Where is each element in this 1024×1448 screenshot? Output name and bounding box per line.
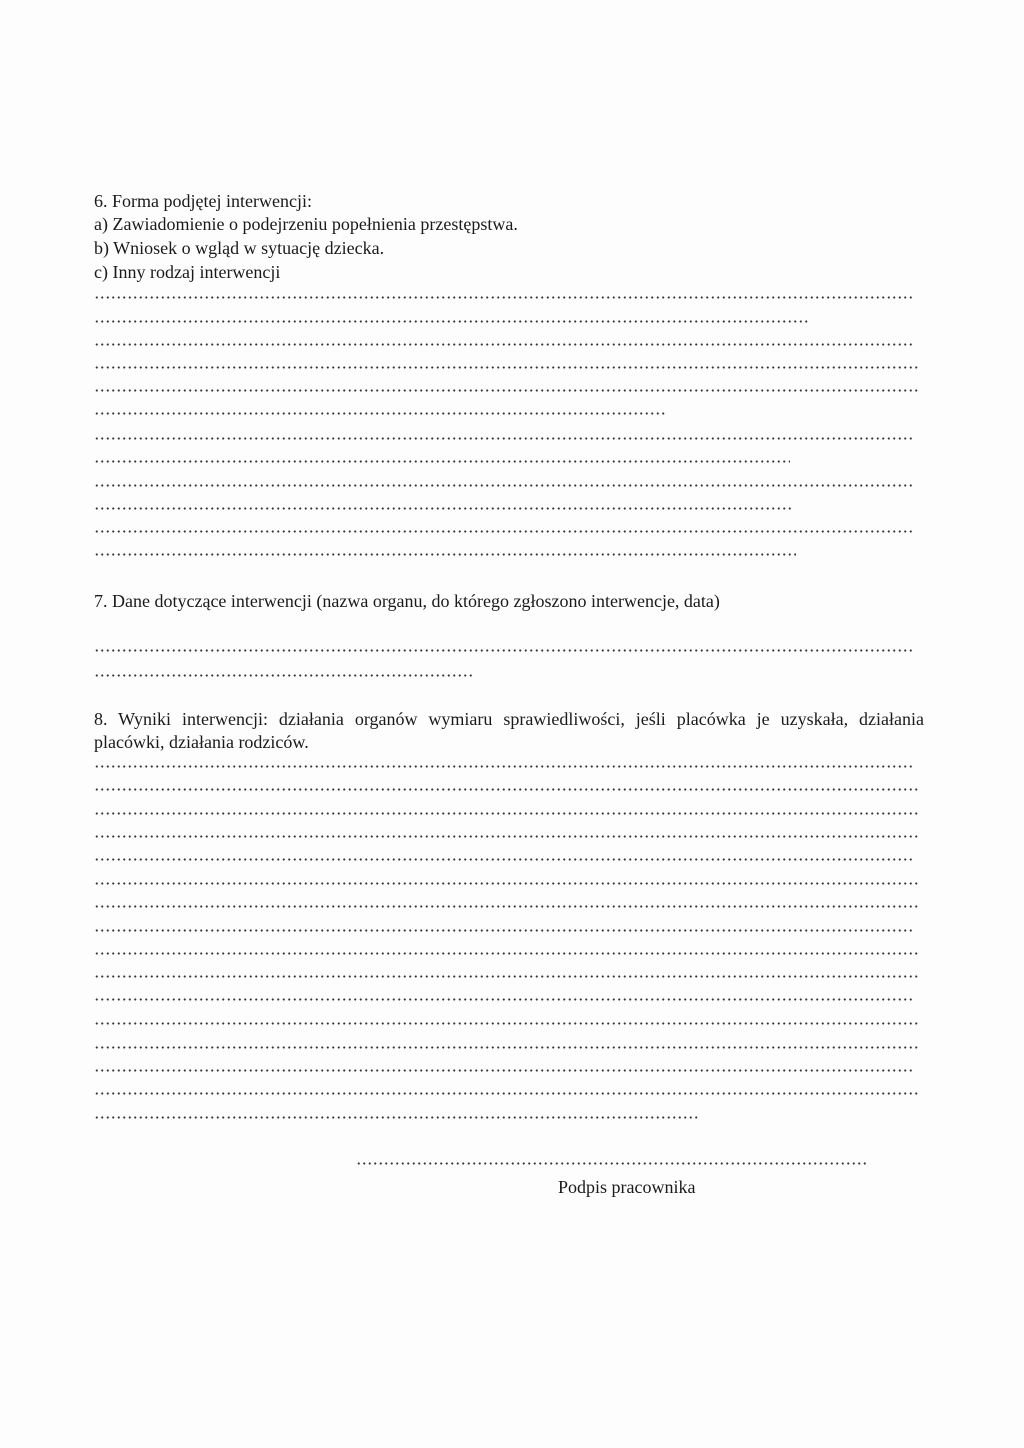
section-7-title: 7. Dane dotyczące interwencji (nazwa organu, do którego zgłoszono interwencje, data) bbox=[94, 591, 720, 611]
fill-line[interactable] bbox=[94, 389, 920, 392]
signature-line[interactable] bbox=[356, 1162, 866, 1165]
fill-line[interactable] bbox=[94, 460, 790, 463]
fill-line[interactable] bbox=[94, 929, 914, 932]
fill-line[interactable] bbox=[94, 1069, 912, 1072]
fill-line[interactable] bbox=[94, 366, 920, 369]
fill-line[interactable] bbox=[94, 1092, 920, 1095]
fill-line[interactable] bbox=[94, 530, 912, 533]
fill-line[interactable] bbox=[94, 484, 912, 487]
fill-line[interactable] bbox=[94, 412, 666, 415]
fill-line[interactable] bbox=[94, 437, 912, 440]
fill-line[interactable] bbox=[94, 1022, 920, 1025]
fill-line[interactable] bbox=[94, 788, 920, 791]
fill-line[interactable] bbox=[94, 812, 920, 815]
section-6-option-b: b) Wniosek o wgląd w sytuację dziecka. bbox=[94, 238, 385, 258]
section-6-option-a: a) Zawiadomienie o podejrzeniu popełnienia przestępstwa. bbox=[94, 214, 518, 234]
fill-line[interactable] bbox=[94, 320, 808, 323]
fill-line[interactable] bbox=[94, 905, 920, 908]
fill-line[interactable] bbox=[94, 998, 912, 1001]
fill-line[interactable] bbox=[94, 858, 912, 861]
fill-line[interactable] bbox=[94, 765, 914, 768]
fill-line[interactable] bbox=[94, 975, 920, 978]
fill-line[interactable] bbox=[94, 507, 794, 510]
section-8-title: 8. Wyniki interwencji: działania organów wymiaru sprawiedliwości, jeśli placówka je uzyskała, działania placówki, działania rodziców. bbox=[94, 709, 924, 752]
fill-line[interactable] bbox=[94, 1046, 920, 1049]
fill-line[interactable] bbox=[94, 343, 912, 346]
fill-line[interactable] bbox=[94, 835, 920, 838]
fill-line[interactable] bbox=[94, 296, 914, 299]
section-6-option-c: c) Inny rodzaj interwencji bbox=[94, 262, 281, 282]
fill-line[interactable] bbox=[94, 1116, 698, 1119]
fill-line[interactable] bbox=[94, 553, 796, 556]
fill-line[interactable] bbox=[94, 882, 920, 885]
fill-line[interactable] bbox=[94, 674, 472, 677]
fill-line[interactable] bbox=[94, 649, 912, 652]
fill-line[interactable] bbox=[94, 952, 920, 955]
signature-label: Podpis pracownika bbox=[558, 1177, 696, 1197]
section-6-title: 6. Forma podjętej interwencji: bbox=[94, 191, 312, 211]
